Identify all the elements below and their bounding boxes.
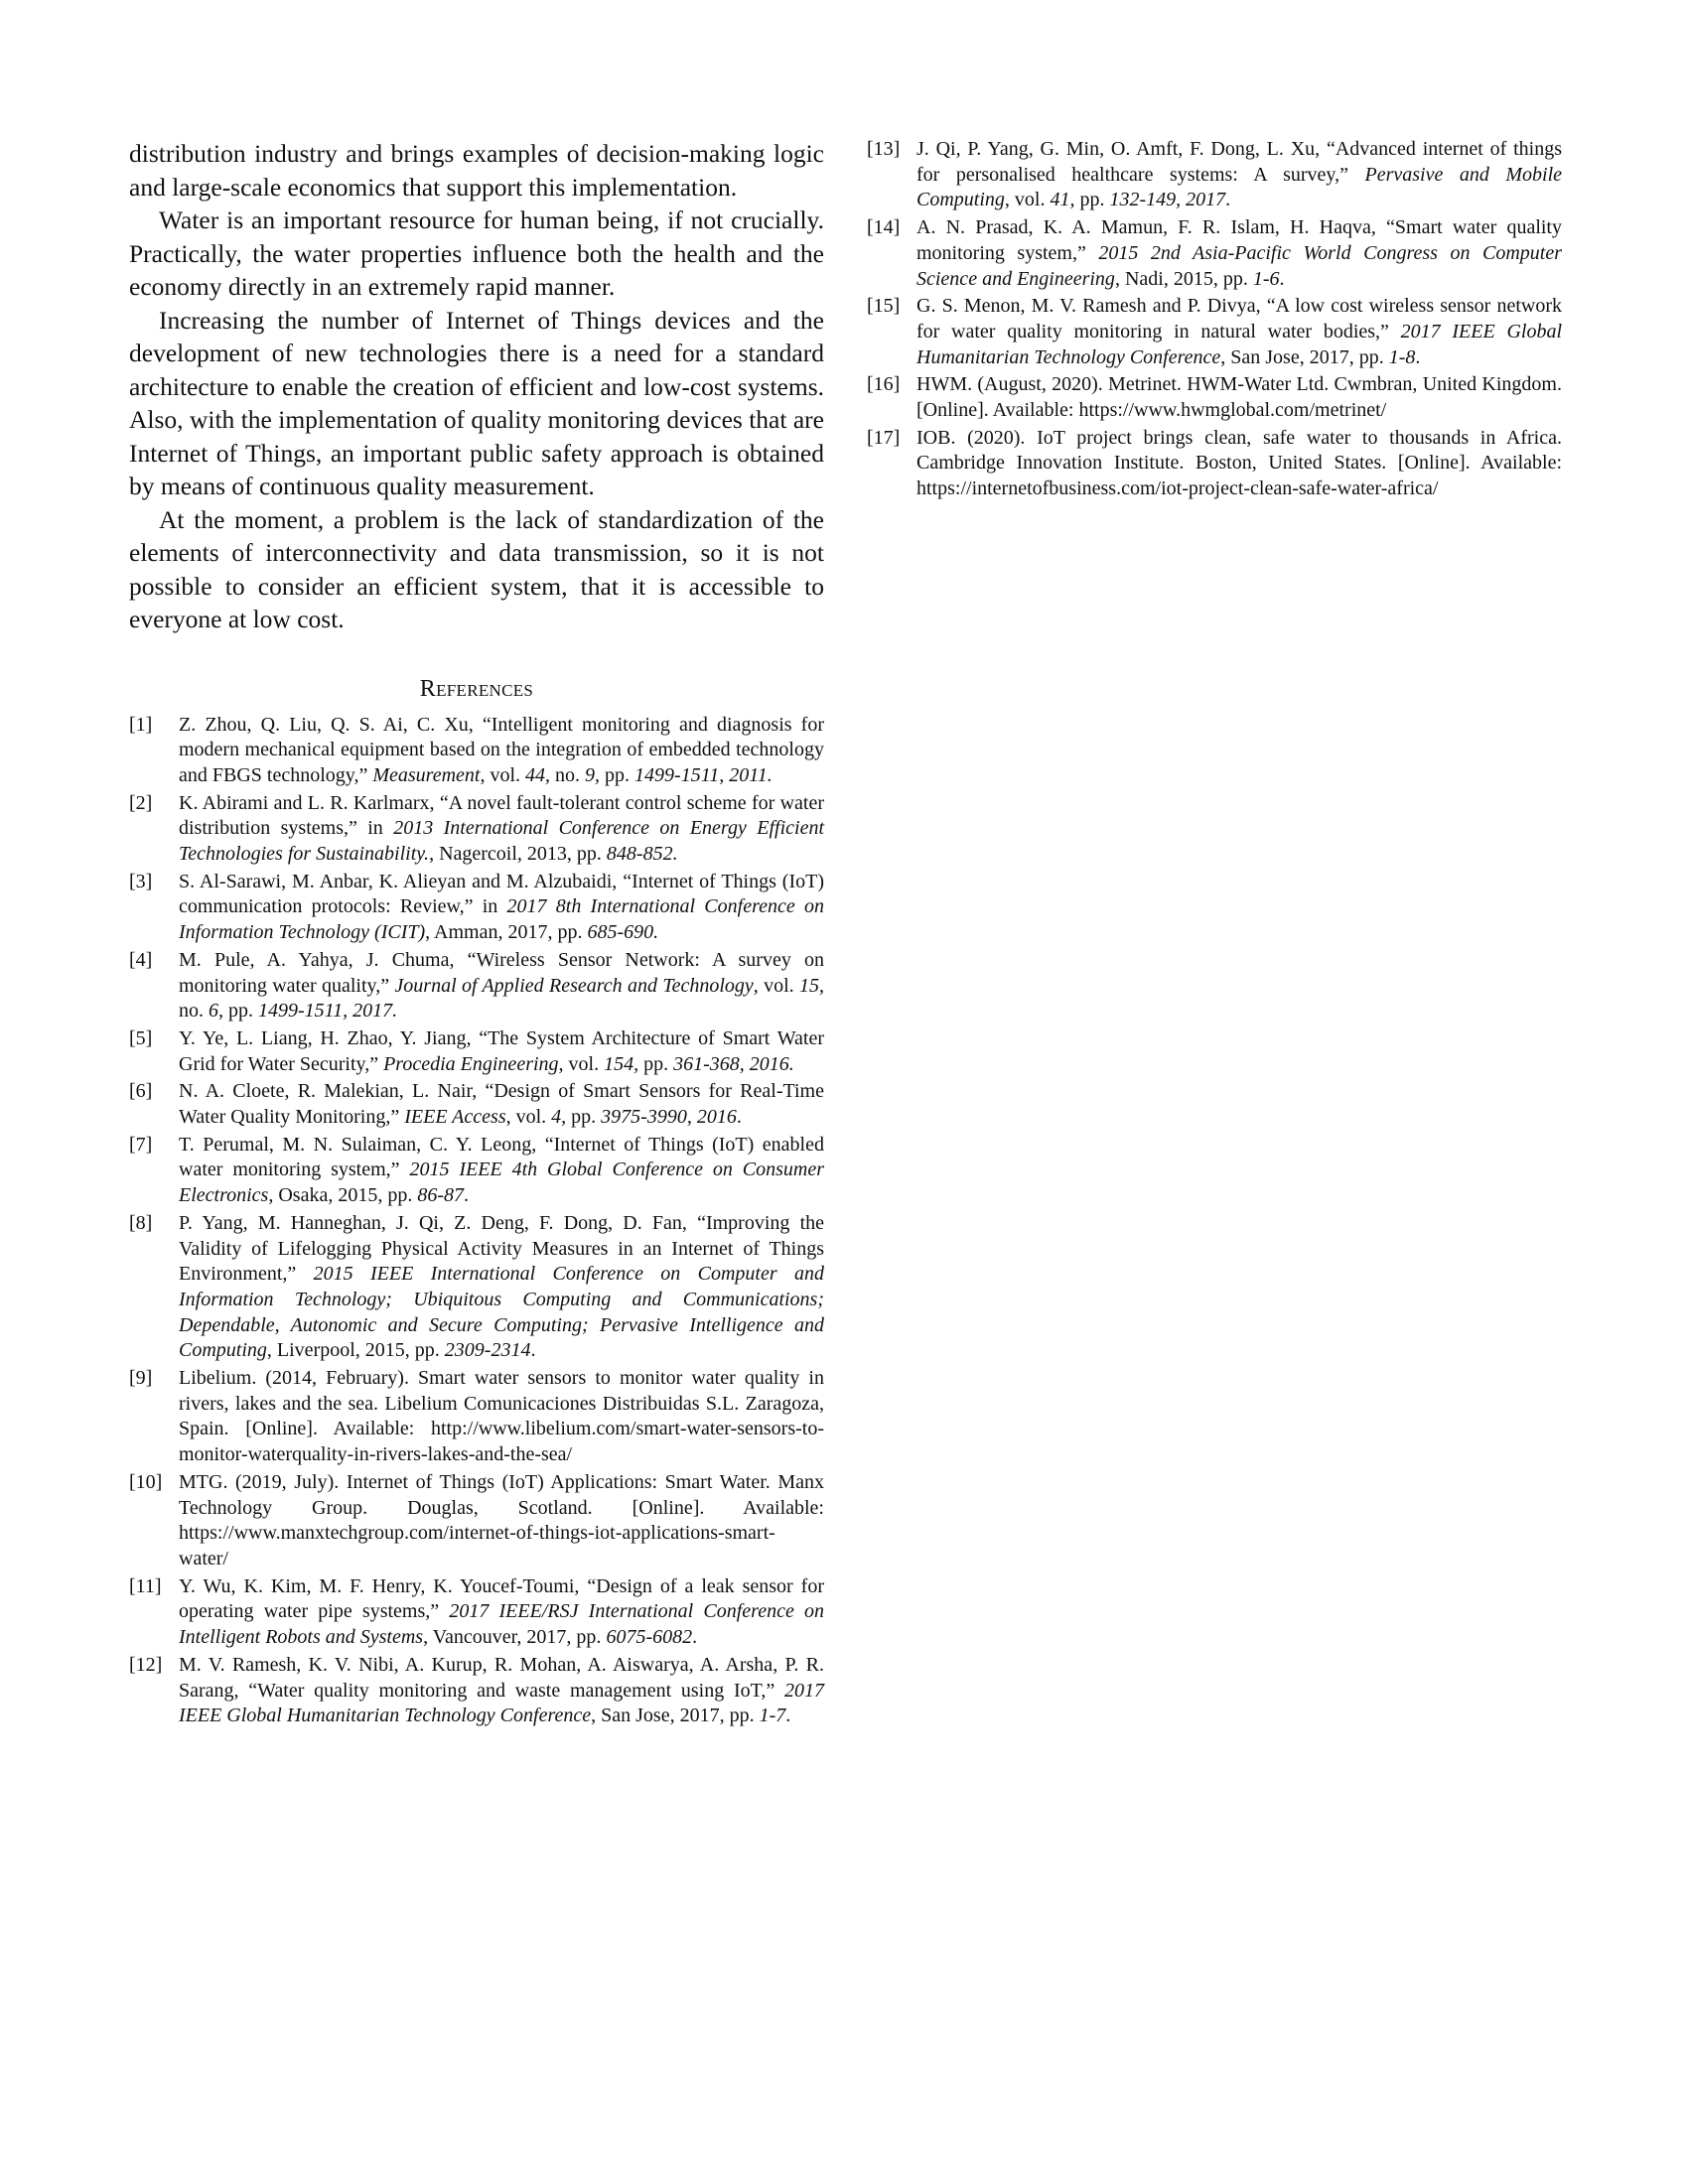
reference-text: , Osaka, 2015, pp.: [268, 1184, 418, 1207]
left-column: [129, 137, 824, 1731]
reference-italic-text: 132-149, 2017: [1109, 189, 1226, 211]
references-heading: References: [419, 675, 534, 702]
reference-italic-text: 154,: [604, 1052, 639, 1075]
reference-text: , Vancouver, 2017, pp.: [423, 1626, 607, 1649]
reference-italic-text: 2017 IEEE Global Humanitarian Technology Conference: [179, 1679, 824, 1727]
reference-number: [5]: [129, 1026, 153, 1049]
reference-number: [6]: [129, 1080, 153, 1103]
reference-italic-text: 2015 IEEE 4th Global Conference on Consumer Electronics: [179, 1159, 824, 1207]
reference-number: [14]: [867, 216, 901, 239]
reference-number: [17]: [867, 426, 901, 449]
reference-text: pp.: [600, 763, 635, 786]
reference-text: pp.: [1074, 189, 1110, 211]
reference-text: pp.: [638, 1052, 674, 1075]
reference-item: [129, 1470, 824, 1572]
reference-item: [129, 791, 824, 868]
reference-number: [8]: [129, 1211, 153, 1234]
reference-item: [129, 1079, 824, 1130]
reference-italic-text: 685-690.: [587, 921, 659, 944]
reference-item: [129, 1026, 824, 1077]
reference-number: [13]: [867, 138, 901, 160]
reference-text: no.: [550, 763, 586, 786]
reference-text: Z. Zhou, Q. Liu, Q. S. Ai, C. Xu, “Intelligent monitoring and diagnosis for modern mechanical equipment based on the integration of embedded technology and FBGS technology,”: [179, 713, 824, 786]
reference-text: pp.: [223, 1000, 258, 1023]
reference-item: [129, 948, 824, 1024]
reference-text: S. Al-Sarawi, M. Anbar, K. Alieyan and M. Alzubaidi, “Internet of Things (IoT) communication protocols: Review,” in: [179, 870, 824, 918]
reference-italic-text: 1-8: [1388, 345, 1416, 368]
reference-number: [1]: [129, 713, 153, 736]
reference-text: J. Qi, P. Yang, G. Min, O. Amft, F. Dong, L. Xu, “Advanced internet of things for personalised healthcare systems: A survey,”: [916, 138, 1562, 186]
reference-italic-text: 2015 2nd Asia-Pacific World Congress on Computer Science and Engineering: [916, 241, 1562, 290]
reference-item: [129, 1211, 824, 1364]
reference-italic-text: 1-7: [759, 1705, 786, 1727]
reference-text: A. N. Prasad, K. A. Mamun, F. R. Islam, H. Haqva, “Smart water quality monitoring system,”: [916, 216, 1562, 264]
reference-italic-text: 6,: [209, 1000, 223, 1023]
body-paragraph: Water is an important resource for human being, if not crucially. Practically, the water properties influence both the health and the economy directly in an extremely rapid manner.: [129, 205, 824, 301]
reference-text: .: [692, 1626, 698, 1649]
reference-italic-text: Measurement: [372, 763, 481, 786]
reference-list-right: [867, 137, 1562, 502]
reference-number: [10]: [129, 1470, 163, 1493]
reference-list-left: [129, 713, 824, 1729]
reference-italic-text: 2015 IEEE International Conference on Computer and Information Technology; Ubiquitous Computing and Communications; Dependable, Autonomic and Secure Computing; Pervasive Intelligence and Computing: [179, 1263, 824, 1362]
reference-text: .: [464, 1184, 469, 1207]
right-column: [867, 137, 1562, 504]
reference-item: [867, 215, 1562, 292]
reference-text: K. Abirami and L. R. Karlmarx, “A novel fault-tolerant control scheme for water distribution systems,” in: [179, 791, 824, 840]
reference-text: .: [530, 1339, 536, 1362]
reference-item: [867, 137, 1562, 213]
reference-italic-text: Procedia Engineering: [383, 1052, 559, 1075]
reference-number: [4]: [129, 948, 153, 971]
reference-number: [16]: [867, 373, 901, 396]
reference-text: , vol.: [505, 1106, 552, 1129]
reference-item: [129, 1133, 824, 1209]
reference-italic-text: IEEE Access: [404, 1106, 506, 1129]
reference-italic-text: 2309-2314: [444, 1339, 531, 1362]
reference-italic-text: Pervasive and Mobile Computing: [916, 163, 1563, 211]
reference-italic-text: 4,: [551, 1106, 567, 1129]
reference-text: no.: [179, 1000, 209, 1023]
reference-italic-text: Journal of Applied Research and Technology: [394, 974, 754, 997]
reference-italic-text: 1499-1511, 2017.: [258, 1000, 398, 1023]
reference-item: [867, 294, 1562, 370]
reference-text: T. Perumal, M. N. Sulaiman, C. Y. Leong, “Internet of Things (IoT) enabled water monitoring system,”: [179, 1133, 824, 1181]
reference-italic-text: 2013 International Conference on Energy Efficient Technologies for Sustainability.: [179, 817, 824, 866]
reference-text: M. Pule, A. Yahya, J. Chuma, “Wireless Sensor Network: A survey on monitoring water quality,”: [179, 948, 824, 997]
reference-text: , Liverpool, 2015, pp.: [266, 1339, 445, 1362]
reference-text: , vol.: [480, 763, 526, 786]
reference-text: , Amman, 2017, pp.: [425, 921, 588, 944]
reference-italic-text: 2017 IEEE Global Humanitarian Technology Conference: [916, 320, 1562, 368]
reference-text: N. A. Cloete, R. Malekian, L. Nair, “Design of Smart Sensors for Real-Time Water Quality Monitoring,”: [179, 1080, 824, 1129]
reference-text: , Nagercoil, 2013, pp.: [429, 843, 607, 866]
reference-italic-text: 848-852.: [606, 843, 678, 866]
reference-italic-text: 41,: [1050, 189, 1075, 211]
reference-italic-text: 15,: [799, 974, 825, 997]
reference-number: [9]: [129, 1367, 153, 1390]
reference-text: , vol.: [558, 1052, 605, 1075]
reference-italic-text: 3975-3990, 2016: [601, 1106, 737, 1129]
body-paragraph: distribution industry and brings examples of decision-making logic and large-scale economics that support this implementation.: [129, 139, 824, 202]
reference-text: pp.: [566, 1106, 602, 1129]
reference-italic-text: 2017 8th International Conference on Information Technology (ICIT): [179, 895, 824, 944]
reference-number: [12]: [129, 1653, 163, 1676]
reference-italic-text: 6075-6082: [606, 1626, 693, 1649]
reference-text: G. S. Menon, M. V. Ramesh and P. Divya, “A low cost wireless sensor network for water quality monitoring in natural water bodies,”: [916, 295, 1562, 342]
reference-italic-text: 2017 IEEE/RSJ International Conference on Intelligent Robots and Systems: [179, 1600, 825, 1649]
reference-text: IOB. (2020). IoT project brings clean, safe water to thousands in Africa. Cambridge Innovation Institute. Boston, United States. [Online]. Available: https://internetofbusiness.com/iot-project-clean-safe-water-africa/: [916, 426, 1562, 500]
reference-number: [11]: [129, 1574, 162, 1597]
reference-text: , San Jose, 2017, pp.: [591, 1705, 760, 1727]
reference-text: MTG. (2019, July). Internet of Things (IoT) Applications: Smart Water. Manx Technology Group. Douglas, Scotland. [Online]. Available: https://www.manxtechgroup.com/internet-of-things-iot-applications-smart-water/: [179, 1470, 824, 1570]
reference-number: [2]: [129, 791, 153, 814]
reference-text: .: [1279, 267, 1285, 290]
body-paragraph: Increasing the number of Internet of Things devices and the development of new technologies there is a need for a standard architecture to enable the creation of efficient and low-cost systems. Also, with the implementation of quality monitoring devices that are Internet of Things, an important public safety approach is obtained by means of continuous quality measurement.: [129, 305, 824, 500]
reference-item: [867, 372, 1562, 423]
reference-text: Y. Ye, L. Liang, H. Zhao, Y. Jiang, “The System Architecture of Smart Water Grid for Water Security,”: [179, 1026, 824, 1075]
reference-number: [15]: [867, 295, 901, 318]
reference-text: HWM. (August, 2020). Metrinet. HWM-Water Ltd. Cwmbran, United Kingdom. [Online]. Available: https://www.hwmglobal.com/metrinet/: [916, 373, 1562, 422]
reference-item: [129, 1653, 824, 1729]
reference-number: [7]: [129, 1133, 153, 1156]
reference-text: , vol.: [753, 974, 800, 997]
reference-item: [129, 870, 824, 946]
reference-italic-text: 86-87: [417, 1184, 464, 1207]
reference-text: Libelium. (2014, February). Smart water sensors to monitor water quality in rivers, lakes and the sea. Libelium Comunicaciones Distribuidas S.L. Zaragoza, Spain. [Online]. Available: http://www.libelium.com/smart-water-sensors-to-monitor-waterquality-in-rivers-lakes-and-the-sea/: [179, 1367, 824, 1466]
body-paragraphs: [129, 137, 824, 636]
reference-text: .: [736, 1106, 742, 1129]
reference-text: Y. Wu, K. Kim, M. F. Henry, K. Youcef-Toumi, “Design of a leak sensor for operating water pipe systems,”: [179, 1574, 824, 1623]
reference-italic-text: 1-6: [1252, 267, 1280, 290]
reference-italic-text: 44,: [525, 763, 551, 786]
reference-text: , Nadi, 2015, pp.: [1114, 267, 1253, 290]
reference-text: .: [1415, 345, 1421, 368]
reference-italic-text: 1499-1511, 2011.: [634, 763, 773, 786]
reference-item: [129, 1366, 824, 1468]
reference-item: [129, 713, 824, 789]
reference-text: P. Yang, M. Hanneghan, J. Qi, Z. Deng, F. Dong, D. Fan, “Improving the Validity of Lifelogging Physical Activity Measures in an Internet of Things Environment,”: [179, 1211, 824, 1286]
reference-text: .: [785, 1705, 791, 1727]
reference-number: [3]: [129, 870, 153, 892]
reference-text: , vol.: [1004, 189, 1051, 211]
reference-italic-text: 9,: [585, 763, 601, 786]
body-paragraph: At the moment, a problem is the lack of standardization of the elements of interconnectivity and data transmission, so it is not possible to consider an efficient system, that it is accessible to everyone at low cost.: [129, 504, 824, 633]
reference-italic-text: 361-368, 2016.: [673, 1052, 794, 1075]
reference-text: , San Jose, 2017, pp.: [1220, 345, 1389, 368]
reference-item: [129, 1574, 824, 1651]
reference-text: M. V. Ramesh, K. V. Nibi, A. Kurup, R. Mohan, A. Aiswarya, A. Arsha, P. R. Sarang, “Water quality monitoring and waste management using IoT,”: [179, 1653, 824, 1702]
reference-item: [867, 426, 1562, 502]
reference-text: .: [1225, 189, 1231, 211]
